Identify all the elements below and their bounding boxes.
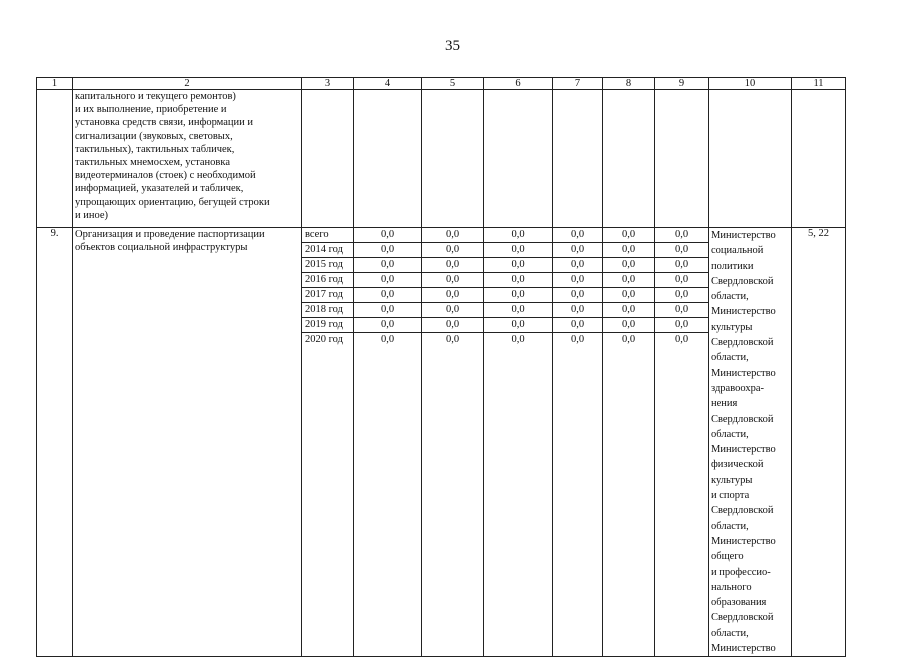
- value-cell: 0,0: [553, 273, 602, 288]
- col-header-10: 10: [709, 78, 792, 90]
- value-cell: 0,0: [422, 228, 483, 243]
- year-cell: всего: [302, 228, 353, 243]
- row-number: 9.: [37, 228, 73, 657]
- value-cell: 0,0: [422, 288, 483, 303]
- value-cell: 0,0: [553, 243, 602, 258]
- value-cell: 0,0: [354, 273, 421, 288]
- col-header-5: 5: [422, 78, 484, 90]
- col-header-1: 1: [37, 78, 73, 90]
- col-header-6: 6: [484, 78, 553, 90]
- value-cell: 0,0: [553, 228, 602, 243]
- years-list: [302, 228, 354, 657]
- value-cell: 0,0: [422, 303, 483, 318]
- col8-values: [603, 228, 655, 657]
- year-cell: 2015 год: [302, 258, 353, 273]
- value-cell: 0,0: [655, 228, 708, 243]
- col6-values: [484, 228, 553, 657]
- value-cell: 0,0: [553, 318, 602, 333]
- table-row-9: [37, 228, 846, 657]
- value-cell: 0,0: [354, 303, 421, 318]
- value-cell: 0,0: [484, 288, 552, 303]
- col-header-2: 2: [73, 78, 302, 90]
- target-indicators: 5, 22: [792, 228, 846, 657]
- value-cell: 0,0: [484, 303, 552, 318]
- value-cell: 0,0: [354, 288, 421, 303]
- value-cell: 0,0: [484, 273, 552, 288]
- value-cell: 0,0: [603, 243, 654, 258]
- page-number: 35: [445, 38, 460, 54]
- value-cell: 0,0: [655, 273, 708, 288]
- col9-values: [655, 228, 709, 657]
- col4-values: [354, 228, 422, 657]
- value-cell: 0,0: [603, 258, 654, 273]
- value-cell: 0,0: [354, 228, 421, 243]
- value-cell: 0,0: [484, 258, 552, 273]
- value-cell: 0,0: [511, 334, 525, 345]
- value-cell: 0,0: [570, 334, 585, 345]
- value-cell: 0,0: [603, 288, 654, 303]
- value-cell: 0,0: [553, 258, 602, 273]
- col7-values: [553, 228, 603, 657]
- value-cell: 0,0: [553, 303, 602, 318]
- value-cell: 0,0: [603, 228, 654, 243]
- year-cell: 2020 год: [305, 334, 343, 345]
- responsible-agencies: Министерство социальной политики Свердловской области, Министерство культуры Свердловской области, Министерство здравоохра- нения Свердловской области, Министерство физической культуры и спорта Свердловской области, Министерство общего и профессио- нального образования Свердловской области, Министерство: [709, 228, 792, 657]
- col5-values: [422, 228, 484, 657]
- value-cell: 0,0: [603, 273, 654, 288]
- value-cell: 0,0: [354, 258, 421, 273]
- col-header-3: 3: [302, 78, 354, 90]
- value-cell: 0,0: [380, 334, 395, 345]
- value-cell: 0,0: [354, 318, 421, 333]
- value-cell: 0,0: [445, 334, 460, 345]
- col-header-9: 9: [655, 78, 709, 90]
- continued-row: [37, 90, 846, 228]
- value-cell: 0,0: [422, 243, 483, 258]
- year-cell: 2016 год: [302, 273, 353, 288]
- year-cell: 2017 год: [302, 288, 353, 303]
- value-cell: 0,0: [655, 288, 708, 303]
- value-cell: 0,0: [621, 334, 636, 345]
- col-header-7: 7: [553, 78, 603, 90]
- value-cell: 0,0: [674, 334, 689, 345]
- col-header-4: 4: [354, 78, 422, 90]
- value-cell: 0,0: [422, 318, 483, 333]
- value-cell: 0,0: [655, 303, 708, 318]
- value-cell: 0,0: [484, 318, 552, 333]
- value-cell: 0,0: [354, 243, 421, 258]
- value-cell: 0,0: [655, 258, 708, 273]
- year-cell: 2014 год: [302, 243, 353, 258]
- value-cell: 0,0: [422, 258, 483, 273]
- value-cell: 0,0: [422, 273, 483, 288]
- column-number-row: [37, 78, 846, 90]
- program-table: [36, 77, 846, 657]
- value-cell: 0,0: [484, 228, 552, 243]
- value-cell: 0,0: [603, 303, 654, 318]
- year-cell: 2018 год: [302, 303, 353, 318]
- value-cell: 0,0: [603, 318, 654, 333]
- value-cell: 0,0: [553, 288, 602, 303]
- continued-description: капитального и текущего ремонтов) и их выполнение, приобретение и установка средств связи, информации и сигнализации (звуковых, световых, тактильных), тактильных табличек, тактильных мнемосхем, установка видеотерминалов (стоек) с необходимой информацией, указателей и табличек, упрощающих ориентацию, бегущей строки и иное): [73, 90, 302, 228]
- year-cell: 2019 год: [302, 318, 353, 333]
- value-cell: 0,0: [484, 243, 552, 258]
- value-cell: 0,0: [655, 243, 708, 258]
- col-header-8: 8: [603, 78, 655, 90]
- value-cell: 0,0: [655, 318, 708, 333]
- row-name: Организация и проведение паспортизации объектов социальной инфраструктуры: [73, 228, 302, 657]
- col-header-11: 11: [792, 78, 846, 90]
